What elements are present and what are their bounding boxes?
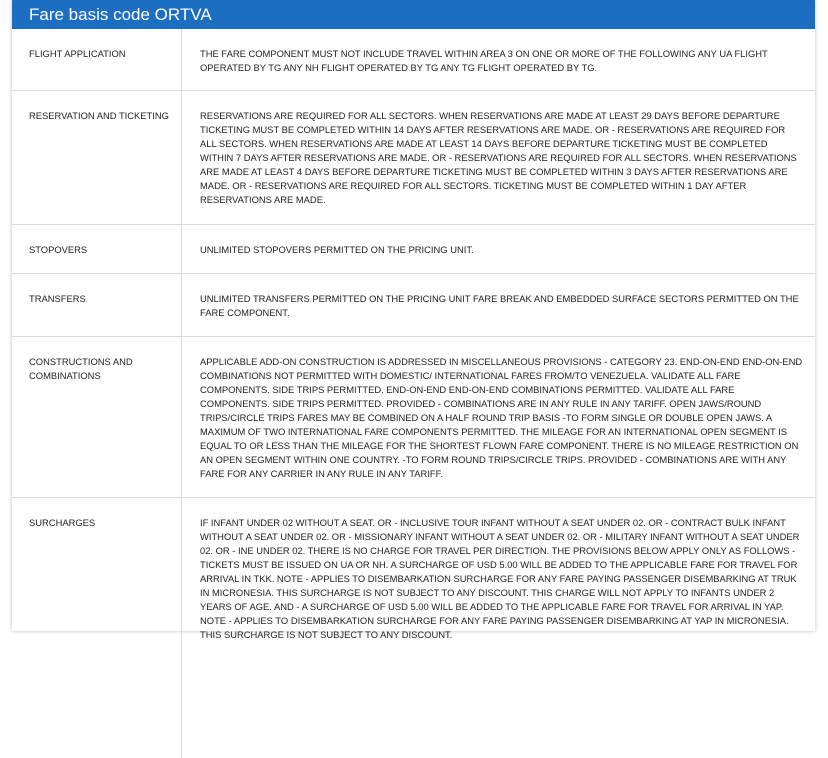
rule-label: CONSTRUCTIONS AND COMBINATIONS bbox=[12, 337, 182, 497]
rule-text: UNLIMITED STOPOVERS PERMITTED ON THE PRICING UNIT. bbox=[200, 244, 474, 255]
rule-row-flight-application bbox=[12, 29, 815, 91]
rule-row-constructions-and-combinations bbox=[12, 337, 815, 498]
rule-text: APPLICABLE ADD-ON CONSTRUCTION IS ADDRESSED IN MISCELLANEOUS PROVISIONS - CATEGORY 23. END-ON-END END-ON-END COMBINATIONS NOT PERMITTED WITH DOMESTIC/ INTERNATIONAL FARES FROM/TO VENEZUELA. VALIDATE ALL FARE COMPONENTS. SIDE TRIPS PERMITTED. END-ON-END END-ON-END COMBINATIONS PERMITTED. VALIDATE ALL FARE COMPONENTS. SIDE TRIPS PERMITTED. PROVIDED - COMBINATIONS ARE IN ANY RULE IN ANY TARIFF. OPEN JAWS/ROUND TRIPS/CIRCLE TRIPS FARES MAY BE COMBINED ON A HALF ROUND TRIP BASIS -TO FORM SINGLE OR DOUBLE OPEN JAWS. A MAXIMUM OF TWO INTERNATIONAL FARE COMPONENTS PERMITTED. THE MILEAGE FOR AN INTERNATIONAL OPEN SEGMENT IS EQUAL TO OR LESS THAN THE MILEAGE FOR THE SHORTEST FLOWN FARE COMPONENT. THERE IS NO MILEAGE RESTRICTION ON AN OPEN SEGMENT WITHIN ONE COUNTRY. -TO FORM ROUND TRIPS/CIRCLE TRIPS. PROVIDED - COMBINATIONS ARE WITH ANY FARE FOR ANY CARRIER IN ANY RULE IN ANY TARIFF. bbox=[200, 356, 803, 479]
rule-row-stopovers bbox=[12, 225, 815, 274]
rule-text: UNLIMITED TRANSFERS PERMITTED ON THE PRICING UNIT FARE BREAK AND EMBEDDED SURFACE SECTORS PERMITTED ON THE FARE COMPONENT. bbox=[200, 293, 799, 318]
rule-label: TRANSFERS bbox=[12, 274, 182, 336]
rule-row-transfers bbox=[12, 274, 815, 337]
page-title: Fare basis code ORTVA bbox=[12, 0, 815, 29]
rule-text: THE FARE COMPONENT MUST NOT INCLUDE TRAVEL WITHIN AREA 3 ON ONE OR MORE OF THE FOLLOWING ANY UA FLIGHT OPERATED BY TG ANY NH FLIGHT OPERATED BY TG ANY TG FLIGHT OPERATED BY TG. bbox=[200, 48, 768, 73]
rule-label: SURCHARGES bbox=[12, 498, 182, 758]
rule-label: FLIGHT APPLICATION bbox=[12, 29, 182, 90]
rule-text: RESERVATIONS ARE REQUIRED FOR ALL SECTORS. WHEN RESERVATIONS ARE MADE AT LEAST 29 DAYS BEFORE DEPARTURE TICKETING MUST BE COMPLETED WITHIN 14 DAYS AFTER RESERVATIONS ARE MADE. OR - RESERVATIONS ARE REQUIRED FOR ALL SECTORS. WHEN RESERVATIONS ARE MADE AT LEAST 14 DAYS BEFORE DEPARTURE TICKETING MUST BE COMPLETED WITHIN 7 DAYS AFTER RESERVATIONS ARE MADE. OR - RESERVATIONS ARE REQUIRED FOR ALL SECTORS. WHEN RESERVATIONS ARE MADE AT LEAST 4 DAYS BEFORE DEPARTURE TICKETING MUST BE COMPLETED WITHIN 3 DAYS AFTER RESERVATIONS ARE MADE. OR - RESERVATIONS ARE REQUIRED FOR ALL SECTORS. TICKETING MUST BE COMPLETED WITHIN 1 DAY AFTER RESERVATIONS ARE MADE. bbox=[200, 110, 797, 205]
rule-label: RESERVATION AND TICKETING bbox=[12, 91, 182, 224]
rule-row-surcharges bbox=[12, 498, 815, 758]
rule-text: IF INFANT UNDER 02 WITHOUT A SEAT. OR - INCLUSIVE TOUR INFANT WITHOUT A SEAT UNDER 02. OR - CONTRACT BULK INFANT WITHOUT A SEAT UNDER 02. OR - MISSIONARY INFANT WITHOUT A SEAT UNDER 02. OR - MILITARY INFANT WITHOUT A SEAT UNDER 02. OR - INE UNDER 02. THERE IS NO CHARGE FOR TRAVEL PER DIRECTION. THE PROVISIONS BELOW APPLY ONLY AS FOLLOWS - TICKETS MUST BE ISSUED ON UA OR NH. A SURCHARGE OF USD 5.00 WILL BE ADDED TO THE APPLICABLE FARE FOR TRAVEL FOR ARRIVAL IN TKK. NOTE - APPLIES TO DISEMBARKATION SURCHARGE FOR ANY FARE PAYING PASSENGER DISEMBARKING AT TRUK IN MICRONESIA. THIS SURCHARGE IS NOT SUBJECT TO ANY DISCOUNT. THIS CHARGE WILL NOT APPLY TO INFANTS UNDER 2 YEARS OF AGE. AND - A SURCHARGE OF USD 5.00 WILL BE ADDED TO THE APPLICABLE FARE FOR TRAVEL FOR ARRIVAL IN YAP. NOTE - APPLIES TO DISEMBARKATION SURCHARGE FOR ANY FARE PAYING PASSENGER DISEMBARKING AT YAP IN MICRONESIA. THIS SURCHARGE IS NOT SUBJECT TO ANY DISCOUNT. bbox=[200, 517, 800, 640]
fare-rules-panel bbox=[12, 0, 815, 640]
rule-row-reservation-and-ticketing bbox=[12, 91, 815, 225]
rule-label: STOPOVERS bbox=[12, 225, 182, 273]
